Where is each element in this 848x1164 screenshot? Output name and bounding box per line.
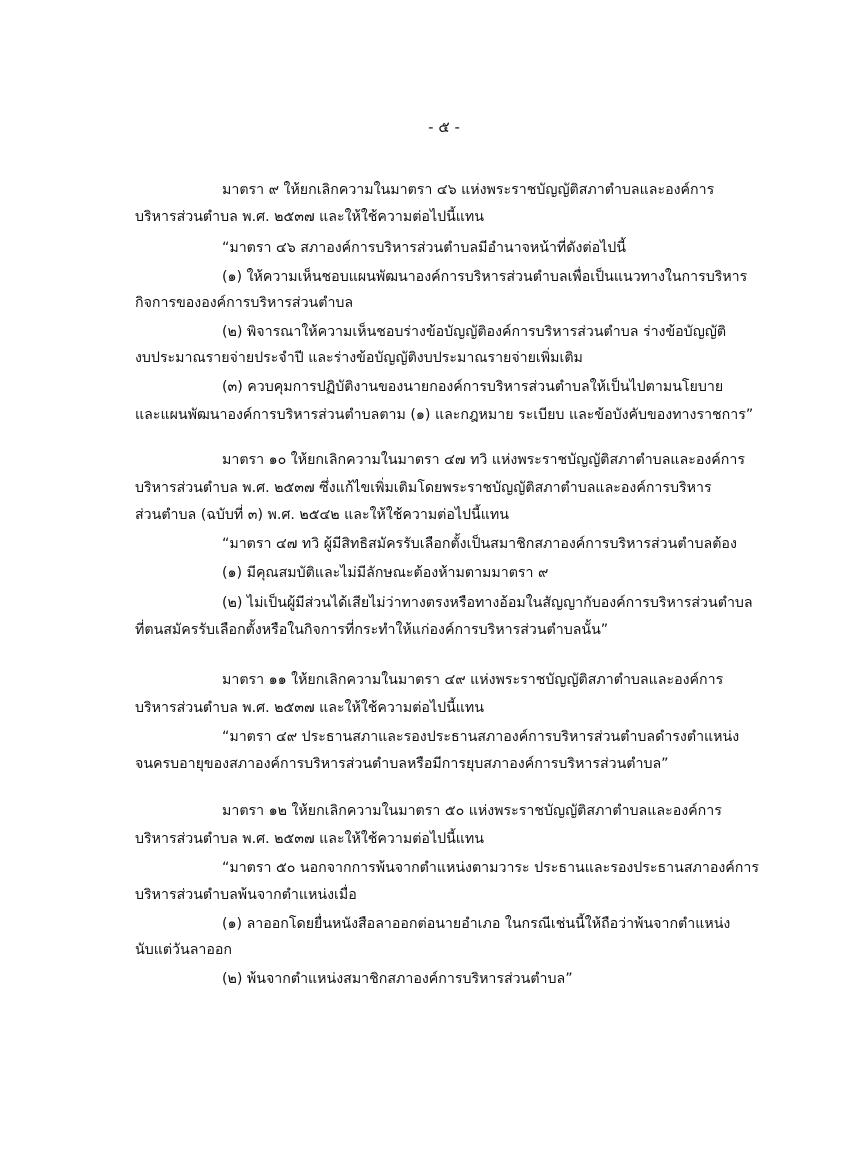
text-line: “มาตรา ๔๗ ทวิ ผู้มีสิทธิสมัครรับเลือกตั้งเป็นสมาชิกสภาองค์การบริหารส่วนตำบลต้อง [222,536,737,552]
text-line: มาตรา ๑๐ ให้ยกเลิกความในมาตรา ๔๗ ทวิ แห่งพระราชบัญญัติสภาตำบลและองค์การ [222,452,745,468]
text-line: และแผนพัฒนาองค์การบริหารส่วนตำบลตาม (๑) และกฎหมาย ระเบียบ และข้อบังคับของทางราชการ” [135,407,754,423]
text-line: “มาตรา ๔๖ สภาองค์การบริหารส่วนตำบลมีอำนาจหน้าที่ดังต่อไปนี้ [222,240,626,256]
text-line: มาตรา ๑๒ ให้ยกเลิกความในมาตรา ๕๐ แห่งพระราชบัญญัติสภาตำบลและองค์การ [222,803,722,819]
text-line: งบประมาณรายจ่ายประจำปี และร่างข้อบัญญัติงบประมาณรายจ่ายเพิ่มเติม [135,350,583,366]
text-line: (๑) ลาออกโดยยื่นหนังสือลาออกต่อนายอำเภอ ในกรณีเช่นนี้ให้ถือว่าพ้นจากตำแหน่ง [222,916,731,932]
text-line: มาตรา ๑๑ ให้ยกเลิกความในมาตรา ๔๙ แห่งพระราชบัญญัติสภาตำบลและองค์การ [222,672,724,688]
text-line: บริหารส่วนตำบลพ้นจากตำแหน่งเมื่อ [135,887,357,903]
text-line: บริหารส่วนตำบล พ.ศ. ๒๕๓๗ ซึ่งแก้ไขเพิ่มเติมโดยพระราชบัญญัติสภาตำบลและองค์การบริหาร [135,480,712,496]
text-line: “มาตรา ๔๙ ประธานสภาและรองประธานสภาองค์การบริหารส่วนตำบลดำรงตำแหน่ง [222,729,740,745]
text-line: จนครบอายุของสภาองค์การบริหารส่วนตำบลหรือมีการยุบสภาองค์การบริหารส่วนตำบล” [135,756,669,772]
text-line: (๑) ให้ความเห็นชอบแผนพัฒนาองค์การบริหารส่วนตำบลเพื่อเป็นแนวทางในการบริหาร [222,269,748,285]
text-line: บริหารส่วนตำบล พ.ศ. ๒๕๓๗ และให้ใช้ความต่อไปนี้แทน [135,209,484,225]
text-line: บริหารส่วนตำบล พ.ศ. ๒๕๓๗ และให้ใช้ความต่อไปนี้แทน [135,700,484,716]
text-line: (๑) มีคุณสมบัติและไม่มีลักษณะต้องห้ามตามมาตรา ๙ [222,565,549,581]
page-number: - ๕ - [428,118,460,136]
text-line: “มาตรา ๕๐ นอกจากการพ้นจากตำแหน่งตามวาระ ประธานและรองประธานสภาองค์การ [222,860,759,876]
text-line: กิจการขององค์การบริหารส่วนตำบล [135,295,354,311]
text-line: (๒) พ้นจากตำแหน่งสมาชิกสภาองค์การบริหารส่วนตำบล” [222,971,573,987]
text-line: (๒) พิจารณาให้ความเห็นชอบร่างข้อบัญญัติองค์การบริหารส่วนตำบล ร่างข้อบัญญัติ [222,324,727,340]
text-line: (๓) ควบคุมการปฏิบัติงานของนายกองค์การบริหารส่วนตำบลให้เป็นไปตามนโยบาย [222,379,724,395]
text-line: ที่ตนสมัครรับเลือกตั้งหรือในกิจการที่กระทำให้แก่องค์การบริหารส่วนตำบลนั้น” [135,622,609,638]
text-line: มาตรา ๙ ให้ยกเลิกความในมาตรา ๔๖ แห่งพระราชบัญญัติสภาตำบลและองค์การ [222,182,715,198]
text-line: นับแต่วันลาออก [135,942,233,958]
text-line: บริหารส่วนตำบล พ.ศ. ๒๕๓๗ และให้ใช้ความต่อไปนี้แทน [135,831,484,847]
text-line: ส่วนตำบล (ฉบับที่ ๓) พ.ศ. ๒๕๔๒ และให้ใช้ความต่อไปนี้แทน [135,507,509,523]
text-line: (๒) ไม่เป็นผู้มีส่วนได้เสียไม่ว่าทางตรงหรือทางอ้อมในสัญญากับองค์การบริหารส่วนตำบล [222,595,753,611]
